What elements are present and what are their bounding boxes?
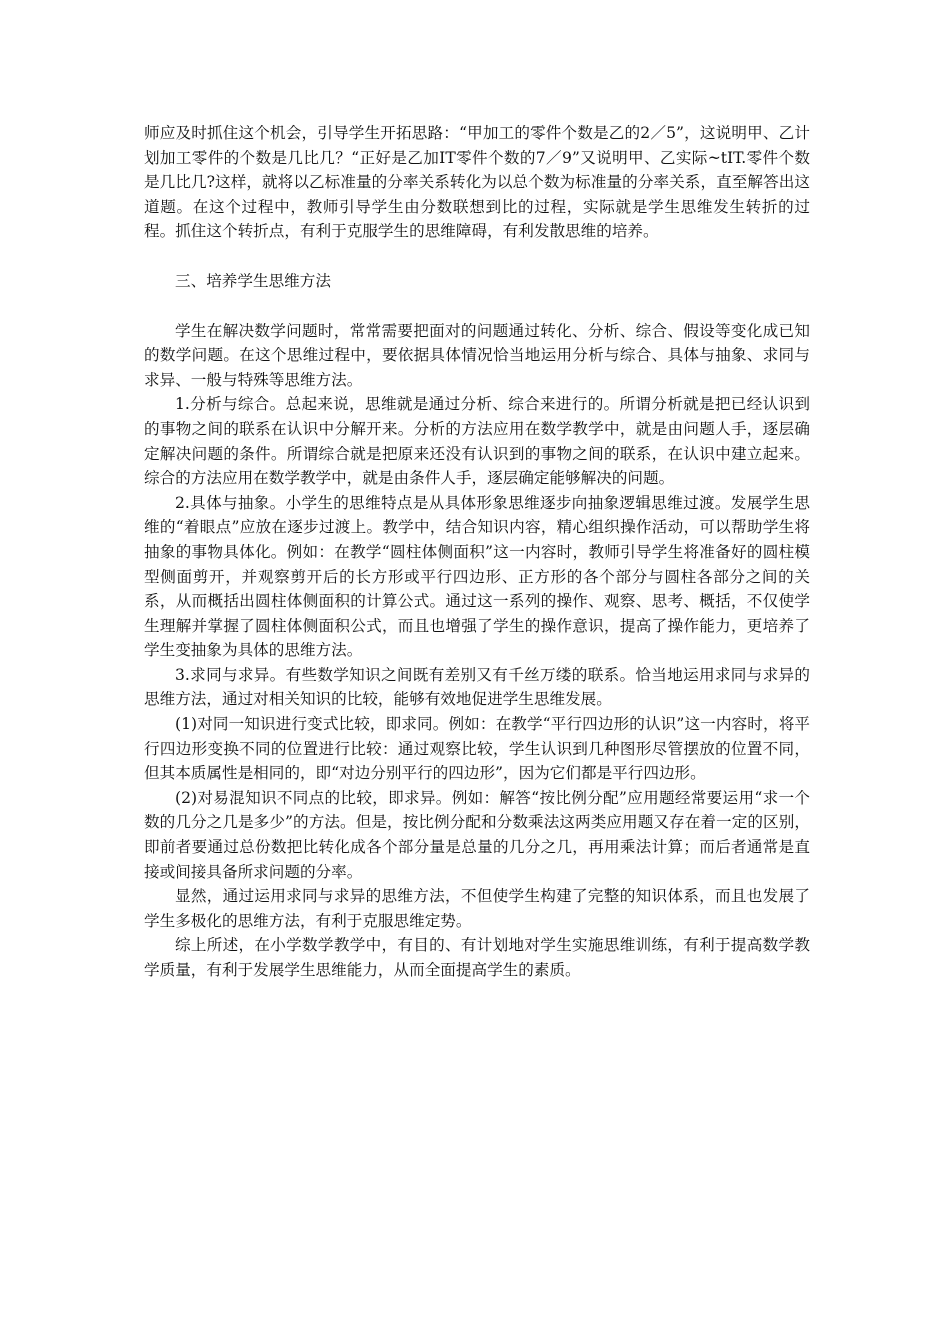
paragraph-conclusion: 综上所述，在小学数学教学中，有目的、有计划地对学生实施思维训练，有利于提高数学教学质量，有利于发展学生思维能力，从而全面提高学生的素质。 bbox=[144, 936, 810, 979]
paragraph-same-different: 3.求同与求异。有些数学知识之间既有差别又有千丝万缕的联系。恰当地运用求同与求异的思维方法，通过对相关知识的比较，能够有效地促进学生思维发展。 bbox=[144, 665, 810, 709]
document-page bbox=[144, 121, 810, 983]
paragraph-concrete-abstract: 2.具体与抽象。小学生的思维特点是从具体形象思维逐步向抽象逻辑思维过渡。发展学生思维的“着眼点”应放在逐步过渡上。教学中，结合知识内容，精心组织操作活动，可以帮助学生将抽象的事物具体化。例如：在教学“圆柱体侧面积”这一内容时，教师引导学生将准备好的圆柱模型侧面剪开，并观察剪开后的长方形或平行四边形、正方形的各个部分与圆柱各部分之间的关系，从而概括出圆柱体侧面积的计算公式。通过这一系列的操作、观察、思考、概括，不仅使学生理解并掌握了圆柱体侧面积公式，而且也增强了学生的操作意识，提高了操作能力，更培养了学生变抽象为具体的思维方法。 bbox=[144, 493, 810, 660]
paragraph-evidently: 显然，通过运用求同与求异的思维方法，不但使学生构建了完整的知识体系，而且也发展了学生多极化的思维方法，有利于克服思维定势。 bbox=[144, 887, 810, 930]
paragraph-seek-different: (2)对易混知识不同点的比较，即求异。例如：解答“按比例分配”应用题经常要运用“求一个数的几分之几是多少”的方法。但是，按比例分配和分数乘法这两类应用题又存在着一定的区别，即前者要通过总份数把比转化成各个部分量是总量的几分之几，再用乘法计算；而后者通常是直接或间接具备所求问题的分率。 bbox=[144, 788, 810, 881]
paragraph-seek-same: (1)对同一知识进行变式比较，即求同。例如：在教学“平行四边形的认识”这一内容时，将平行四边形变换不同的位置进行比较：通过观察比较，学生认识到几种图形尽管摆放的位置不同，但其本质属性是相同的，即“对边分别平行的四边形”，因为它们都是平行四边形。 bbox=[144, 715, 810, 783]
paragraph-analysis-synthesis: 1.分析与综合。总起来说，思维就是通过分析、综合来进行的。所谓分析就是把已经认识到的事物之间的联系在认识中分解开来。分析的方法应用在数学教学中，就是由问题人手，逐层确定解决问题的条件。所谓综合就是把原来还没有认识到的事物之间的联系，在认识中建立起来。综合的方法应用在数学教学中，就是由条件人手，逐层确定能够解决的问题。 bbox=[144, 395, 810, 488]
paragraph-continuation: 师应及时抓住这个机会，引导学生开拓思路：“甲加工的零件个数是乙的2／5”，这说明甲、乙计划加工零件的个数是几比几？“正好是乙加IT零件个数的7／9”又说明甲、乙实际~tIT.零件个数是几比几?这样，就将以乙标准量的分率关系转化为以总个数为标准量的分率关系，直至解答出这道题。在这个过程中，教师引导学生由分数联想到比的过程，实际就是学生思维发生转折的过程。抓住这个转折点，有利于克服学生的思维障碍，有利发散思维的培养。 bbox=[144, 124, 810, 241]
section-heading: 三、培养学生思维方法 bbox=[175, 271, 331, 290]
paragraph-intro: 学生在解决数学问题时，常常需要把面对的问题通过转化、分析、综合、假设等变化成已知的数学问题。在这个思维过程中，要依据具体情况恰当地运用分析与综合、具体与抽象、求同与求异、一般与特殊等思维方法。 bbox=[144, 321, 810, 389]
